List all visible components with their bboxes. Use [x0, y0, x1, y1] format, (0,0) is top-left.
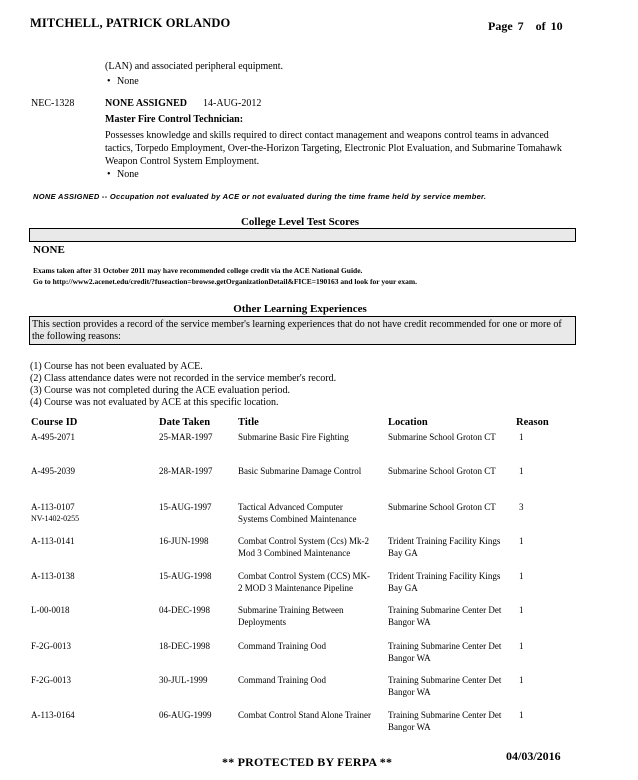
- course-reason: 1: [519, 675, 524, 685]
- date-taken: 25-MAR-1997: [159, 432, 213, 442]
- reason-4: (4) Course was not evaluated by ACE at this specific location.: [30, 397, 279, 408]
- course-title-2: Deployments: [238, 617, 286, 627]
- course-title: Combat Control System (Ccs) Mk-2: [238, 536, 369, 546]
- clep-note-1: Exams taken after 31 October 2011 may have recommended college credit via the ACE National Guide.: [33, 266, 363, 275]
- course-reason: 1: [519, 641, 524, 651]
- course-title-2: Mod 3 Combined Maintenance: [238, 548, 351, 558]
- course-location-2: Bangor WA: [388, 687, 431, 697]
- date-taken: 15-AUG-1997: [159, 502, 212, 512]
- course-location: Trident Training Facility Kings: [388, 571, 501, 581]
- course-id: F-2G-0013: [31, 675, 71, 685]
- date-taken: 15-AUG-1998: [159, 571, 212, 581]
- course-title: Command Training Ood: [238, 675, 327, 685]
- page-total: of 10: [535, 19, 563, 33]
- reason-2: (2) Class attendance dates were not recorded in the service member's record.: [30, 373, 337, 384]
- col-course-id: Course ID: [31, 417, 78, 428]
- clep-header-bar: [29, 228, 576, 242]
- nec-code: NEC-1328: [31, 98, 75, 109]
- nec-date: 14-AUG-2012: [203, 98, 262, 109]
- date-taken: 04-DEC-1998: [159, 605, 210, 615]
- course-location: Trident Training Facility Kings: [388, 536, 501, 546]
- course-reason: 1: [519, 710, 524, 720]
- other-description-bar: [29, 316, 576, 345]
- reason-1: (1) Course has not been evaluated by ACE.: [30, 361, 203, 372]
- course-id: L-00-0018: [31, 605, 70, 615]
- ferpa-notice: ** PROTECTED BY FERPA **: [222, 755, 393, 769]
- other-description: This section provides a record of the service member's learning experiences that do not have credit recommended for one or more of the following reasons:: [32, 319, 562, 342]
- nec-status: NONE ASSIGNED: [105, 98, 187, 109]
- course-id: A-495-2071: [31, 432, 75, 442]
- course-location: Submarine School Groton CT: [388, 502, 496, 512]
- course-title-2: 2 MOD 3 Maintenance Pipeline: [238, 583, 353, 593]
- print-date: 04/03/2016: [506, 749, 561, 763]
- course-location-2: Bangor WA: [388, 722, 431, 732]
- course-reason: 1: [519, 432, 524, 442]
- course-id-alt: NV-1402-0255: [31, 514, 80, 523]
- course-location: Submarine School Groton CT: [388, 432, 496, 442]
- course-id: A-113-0141: [31, 536, 75, 546]
- course-title: Tactical Advanced Computer: [238, 502, 343, 512]
- course-location: Training Submarine Center Det: [388, 710, 502, 720]
- course-title: Combat Control Stand Alone Trainer: [238, 710, 372, 720]
- course-title: Combat Control System (CCS) MK-: [238, 571, 371, 581]
- course-reason: 1: [519, 605, 524, 615]
- nec-title: Master Fire Control Technician:: [105, 114, 244, 125]
- date-taken: 28-MAR-1997: [159, 466, 213, 476]
- course-id: A-113-0107: [31, 502, 75, 512]
- date-taken: 30-JUL-1999: [159, 675, 208, 685]
- course-title: Basic Submarine Damage Control: [238, 466, 362, 476]
- page-number: Page 7: [488, 19, 524, 33]
- other-title: Other Learning Experiences: [233, 303, 367, 315]
- course-title: Command Training Ood: [238, 641, 327, 651]
- ace-note: NONE ASSIGNED -- Occupation not evaluated by ACE or not evaluated during the time frame held by service member.: [33, 192, 487, 201]
- course-location: Training Submarine Center Det: [388, 641, 502, 651]
- course-id: F-2G-0013: [31, 641, 71, 651]
- course-location: Submarine School Groton CT: [388, 466, 496, 476]
- course-reason: 3: [519, 502, 524, 512]
- date-taken: 06-AUG-1999: [159, 710, 212, 720]
- course-reason: 1: [519, 536, 524, 546]
- date-taken: 16-JUN-1998: [159, 536, 209, 546]
- clep-note-2: Go to http://www2.acenet.edu/credit/?fuseaction=browse.getOrganizationDetail&FICE=190163 and look for your exam.: [33, 277, 418, 286]
- clep-title: College Level Test Scores: [240, 216, 360, 228]
- clep-value: NONE: [33, 244, 65, 256]
- course-title-2: Systems Combined Maintenance: [238, 514, 357, 524]
- col-title: Title: [238, 417, 259, 428]
- course-location: Training Submarine Center Det: [388, 605, 502, 615]
- course-location-2: Bay GA: [388, 583, 418, 593]
- continued-bullet: • None: [107, 75, 139, 88]
- course-location: Training Submarine Center Det: [388, 675, 502, 685]
- course-reason: 1: [519, 571, 524, 581]
- course-title: Submarine Basic Fire Fighting: [238, 432, 349, 442]
- course-id: A-495-2039: [31, 466, 75, 476]
- col-date-taken: Date Taken: [159, 417, 211, 428]
- course-id: A-113-0164: [31, 710, 75, 720]
- member-name: MITCHELL, PATRICK ORLANDO: [30, 16, 231, 30]
- course-location-2: Bay GA: [388, 548, 418, 558]
- nec-bullet: • None: [107, 168, 139, 181]
- course-location-2: Bangor WA: [388, 653, 431, 663]
- course-location-2: Bangor WA: [388, 617, 431, 627]
- course-title: Submarine Training Between: [238, 605, 344, 615]
- reason-3: (3) Course was not completed during the ACE evaluation period.: [30, 385, 290, 396]
- page-indicator: [488, 19, 563, 34]
- nec-description: Possesses knowledge and skills required to direct contact management and weapons control teams in advanced tactics, Torpedo Employment, Over-the-Horizon Targeting, Electronic Plot Evaluation, and Submarine Tomahawk Weapon Control System Employment.: [105, 130, 562, 167]
- continued-text: (LAN) and associated peripheral equipment.: [105, 61, 283, 72]
- col-location: Location: [388, 417, 428, 428]
- col-reason: Reason: [516, 417, 549, 428]
- date-taken: 18-DEC-1998: [159, 641, 210, 651]
- course-reason: 1: [519, 466, 524, 476]
- course-id: A-113-0138: [31, 571, 75, 581]
